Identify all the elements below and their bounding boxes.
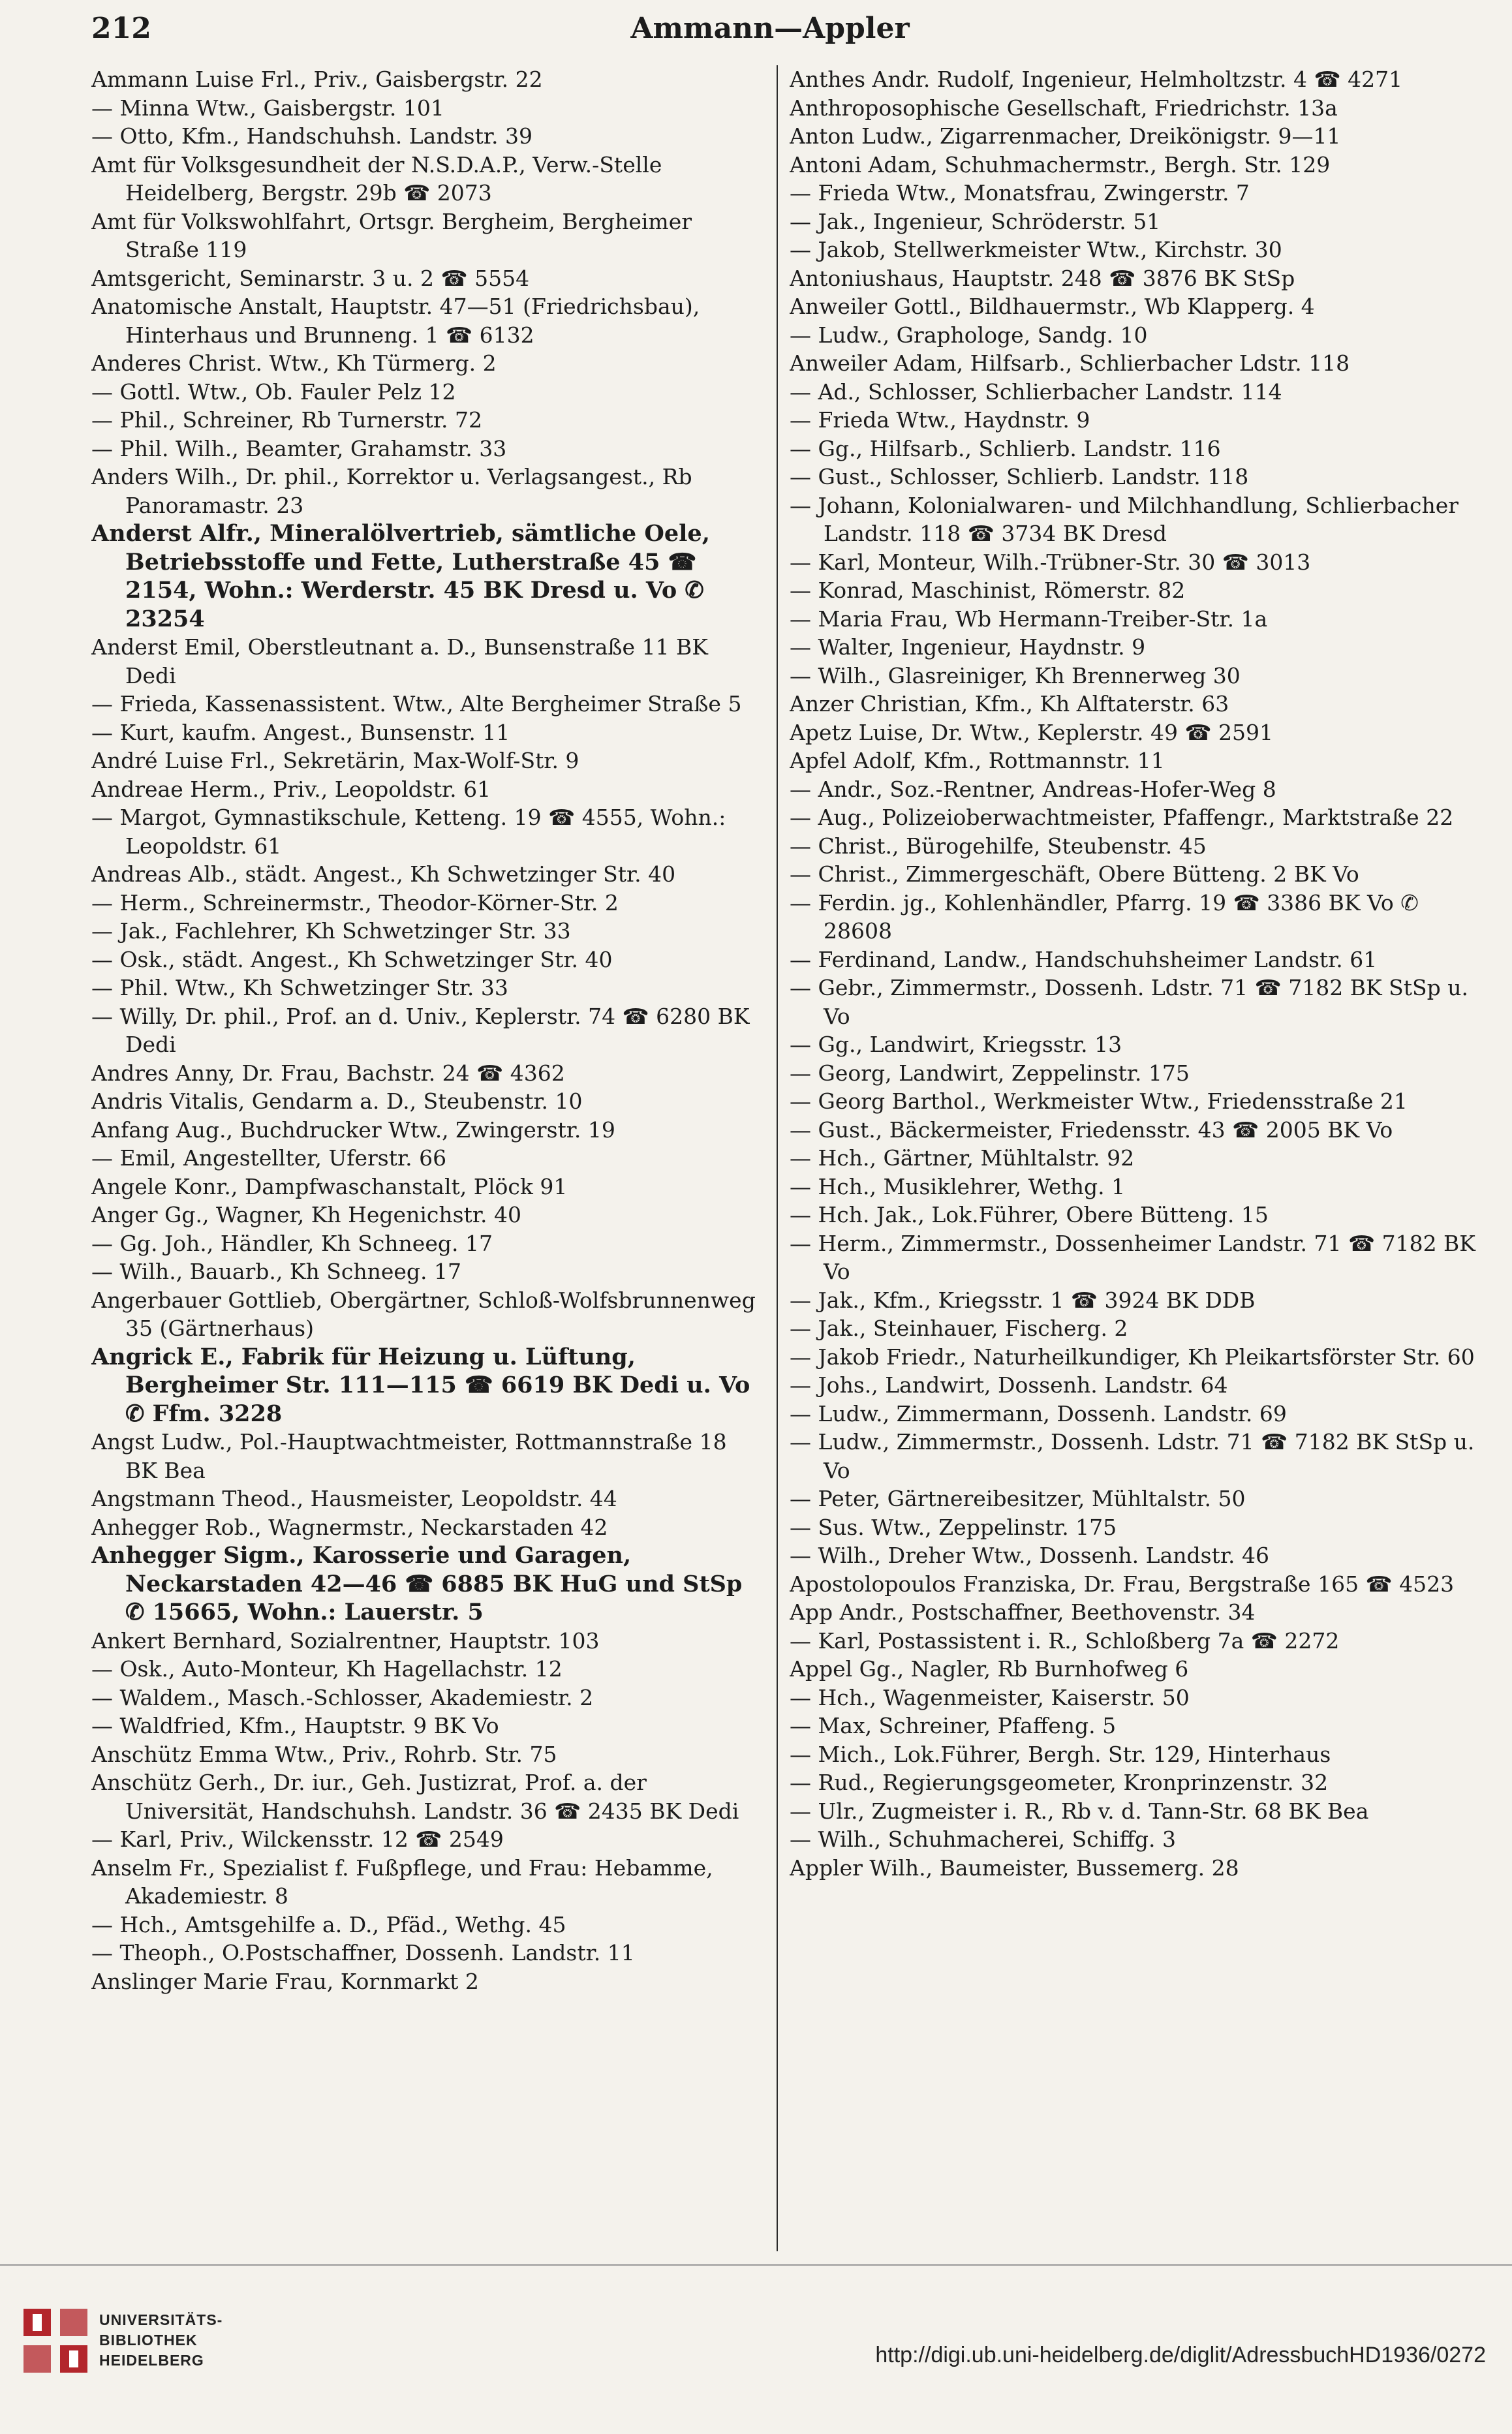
directory-entry: — Aug., Polizeioberwachtmeister, Pfaffengr., Marktstraße 22 — [790, 805, 1454, 830]
directory-entry: Amt für Volkswohlfahrt, Ortsgr. Bergheim, Bergheimer Straße 119 — [91, 208, 692, 262]
directory-entry: Anthes Andr. Rudolf, Ingenieur, Helmholtzstr. 4 ☎ 4271 — [790, 67, 1403, 92]
directory-entry: Appel Gg., Nagler, Rb Burnhofweg 6 — [790, 1656, 1189, 1682]
directory-entry: — Frieda Wtw., Monatsfrau, Zwingerstr. 7 — [790, 180, 1250, 206]
running-head: Ammann—Appler — [630, 12, 910, 45]
directory-entry: Anweiler Adam, Hilfsarb., Schlierbacher Ldstr. 118 — [790, 350, 1350, 376]
directory-entry: Anschütz Gerh., Dr. iur., Geh. Justizrat, Prof. a. der Universität, Handschuhsh. Landstr. 36 ☎ 2435 BK Dedi — [91, 1770, 739, 1824]
directory-entry: — Konrad, Maschinist, Römerstr. 82 — [790, 578, 1186, 603]
directory-entry: — Herm., Schreinermstr., Theodor-Körner-Str. 2 — [91, 889, 619, 916]
library-name — [99, 2310, 223, 2371]
directory-entry: Anthroposophische Gesellschaft, Friedrichstr. 13a — [790, 95, 1338, 121]
directory-entry: Anatomische Anstalt, Hauptstr. 47—51 (Friedrichsbau), Hinterhaus und Brunneng. 1 ☎ 6132 — [91, 294, 700, 348]
directory-entry: Anger Gg., Wagner, Kh Hegenichstr. 40 — [91, 1202, 521, 1227]
page-header — [91, 12, 1449, 57]
directory-entry: — Georg Barthol., Werkmeister Wtw., Friedensstraße 21 — [790, 1088, 1408, 1114]
directory-entry: Andres Anny, Dr. Frau, Bachstr. 24 ☎ 4362 — [91, 1060, 565, 1086]
directory-entry: Apetz Luise, Dr. Wtw., Keplerstr. 49 ☎ 2591 — [790, 719, 1274, 745]
directory-entry: — Frieda Wtw., Haydnstr. 9 — [790, 407, 1090, 433]
directory-entry: — Karl, Monteur, Wilh.-Trübner-Str. 30 ☎ 3013 — [790, 549, 1311, 575]
directory-entry: — Wilh., Glasreiniger, Kh Brennerweg 30 — [790, 662, 1241, 688]
directory-entry: — Phil., Schreiner, Rb Turnerstr. 72 — [91, 407, 483, 433]
directory-entry: — Minna Wtw., Gaisbergstr. 101 — [91, 95, 444, 121]
directory-entry: — Kurt, kaufm. Angest., Bunsenstr. 11 — [91, 719, 510, 745]
directory-entry: — Gebr., Zimmermstr., Dossenh. Ldstr. 71 ☎ 7182 BK StSp u. Vo — [790, 975, 1468, 1029]
directory-entry: — Ferdin. jg., Kohlenhändler, Pfarrg. 19 ☎ 3386 BK Vo ✆ 28608 — [790, 889, 1419, 944]
directory-entry: Angrick E., Fabrik für Heizung u. Lüftung, Bergheimer Str. 111—115 ☎ 6619 BK Dedi u. Vo ✆ Ffm. 3228 — [91, 1343, 750, 1427]
directory-entry: — Wilh., Schuhmacherei, Schiffg. 3 — [790, 1826, 1177, 1852]
directory-entry: Anfang Aug., Buchdrucker Wtw., Zwingerstr. 19 — [91, 1117, 615, 1143]
directory-columns — [91, 65, 1494, 2251]
directory-entry: Antoniushaus, Hauptstr. 248 ☎ 3876 BK StSp — [790, 265, 1295, 291]
directory-entry: — Wilh., Bauarb., Kh Schneeg. 17 — [91, 1259, 462, 1284]
directory-entry: — Jak., Ingenieur, Schröderstr. 51 — [790, 208, 1161, 234]
directory-entry: — Andr., Soz.-Rentner, Andreas-Hofer-Weg 8 — [790, 776, 1276, 802]
directory-entry: — Gg., Landwirt, Kriegsstr. 13 — [790, 1032, 1122, 1057]
directory-entry: — Ludw., Zimmermann, Dossenh. Landstr. 69 — [790, 1400, 1287, 1426]
directory-entry: — Jak., Steinhauer, Fischerg. 2 — [790, 1316, 1128, 1341]
directory-entry: Angstmann Theod., Hausmeister, Leopoldstr. 44 — [91, 1486, 617, 1511]
column-divider — [777, 65, 778, 2251]
directory-entry: — Ulr., Zugmeister i. R., Rb v. d. Tann-Str. 68 BK Bea — [790, 1798, 1369, 1824]
directory-entry: Amtsgericht, Seminarstr. 3 u. 2 ☎ 5554 — [91, 265, 530, 291]
directory-entry: — Jak., Fachlehrer, Kh Schwetzinger Str. 33 — [91, 918, 571, 944]
directory-entry: — Ad., Schlosser, Schlierbacher Landstr. 114 — [790, 378, 1282, 405]
directory-entry: — Frieda, Kassenassistent. Wtw., Alte Bergheimer Straße 5 — [91, 691, 742, 716]
directory-entry: App Andr., Postschaffner, Beethovenstr. 34 — [790, 1599, 1256, 1625]
directory-entry: — Jakob Friedr., Naturheilkundiger, Kh Pleikartsförster Str. 60 — [790, 1344, 1475, 1370]
directory-entry: — Hch., Wagenmeister, Kaiserstr. 50 — [790, 1684, 1190, 1710]
directory-entry: — Johs., Landwirt, Dossenh. Landstr. 64 — [790, 1372, 1228, 1398]
page-number: 212 — [91, 12, 151, 45]
directory-entry: Anslinger Marie Frau, Kornmarkt 2 — [91, 1968, 479, 1994]
directory-entry: — Osk., Auto-Monteur, Kh Hagellachstr. 12 — [91, 1656, 563, 1682]
directory-entry: Angerbauer Gottlieb, Obergärtner, Schloß-Wolfsbrunnenweg 35 (Gärtnerhaus) — [91, 1287, 756, 1341]
left-column — [91, 65, 764, 2251]
footer-rule — [0, 2264, 1512, 2266]
directory-entry: — Gg. Joh., Händler, Kh Schneeg. 17 — [91, 1230, 493, 1256]
directory-entry: — Jak., Kfm., Kriegsstr. 1 ☎ 3924 BK DDB — [790, 1287, 1256, 1313]
directory-entry: — Johann, Kolonialwaren- und Milchhandlung, Schlierbacher Landstr. 118 ☎ 3734 BK Dresd — [790, 492, 1459, 546]
directory-entry: — Karl, Priv., Wilckensstr. 12 ☎ 2549 — [91, 1826, 504, 1852]
directory-entry: Anschütz Emma Wtw., Priv., Rohrb. Str. 75 — [91, 1741, 557, 1767]
directory-entry: — Phil. Wtw., Kh Schwetzinger Str. 33 — [91, 975, 508, 1000]
directory-entry: — Gottl. Wtw., Ob. Fauler Pelz 12 — [91, 378, 456, 405]
directory-entry: Anders Wilh., Dr. phil., Korrektor u. Verlagsangest., Rb Panoramastr. 23 — [91, 464, 692, 518]
directory-entry: — Osk., städt. Angest., Kh Schwetzinger Str. 40 — [91, 946, 613, 972]
directory-entry: — Maria Frau, Wb Hermann-Treiber-Str. 1a — [790, 606, 1268, 632]
directory-entry: Anweiler Gottl., Bildhauermstr., Wb Klapperg. 4 — [790, 294, 1315, 319]
directory-entry: — Waldfried, Kfm., Hauptstr. 9 BK Vo — [91, 1713, 499, 1738]
source-url[interactable]: http://digi.ub.uni-heidelberg.de/diglit/AdressbuchHD1936/0272 — [875, 2343, 1486, 2367]
directory-entry: Anderes Christ. Wtw., Kh Türmerg. 2 — [91, 350, 497, 376]
directory-entry: — Walter, Ingenieur, Haydnstr. 9 — [790, 634, 1146, 660]
directory-entry: — Phil. Wilh., Beamter, Grahamstr. 33 — [91, 435, 507, 461]
directory-entry: — Gust., Schlosser, Schlierb. Landstr. 118 — [790, 464, 1249, 489]
directory-entry: Antoni Adam, Schuhmachermstr., Bergh. Str. 129 — [790, 151, 1331, 177]
directory-entry: — Hch. Jak., Lok.Führer, Obere Bütteng. 15 — [790, 1202, 1269, 1227]
directory-entry: — Gust., Bäckermeister, Friedensstr. 43 ☎ 2005 BK Vo — [790, 1117, 1393, 1143]
directory-entry: Apfel Adolf, Kfm., Rottmannstr. 11 — [790, 748, 1165, 773]
directory-entry: — Mich., Lok.Führer, Bergh. Str. 129, Hinterhaus — [790, 1741, 1331, 1767]
directory-entry: — Christ., Bürogehilfe, Steubenstr. 45 — [790, 833, 1207, 859]
directory-entry: Ammann Luise Frl., Priv., Gaisbergstr. 22 — [91, 67, 543, 92]
directory-entry: — Ludw., Zimmermstr., Dossenh. Ldstr. 71 ☎ 7182 BK StSp u. Vo — [790, 1429, 1475, 1483]
library-name-line-3: HEIDELBERG — [99, 2352, 204, 2369]
directory-entry: — Hch., Gärtner, Mühltalstr. 92 — [790, 1145, 1135, 1171]
directory-entry: Anderst Emil, Oberstleutnant a. D., Bunsenstraße 11 BK Dedi — [91, 634, 708, 688]
directory-entry: — Wilh., Dreher Wtw., Dossenh. Landstr. 46 — [790, 1543, 1269, 1568]
directory-entry: Angst Ludw., Pol.-Hauptwachtmeister, Rottmannstraße 18 BK Bea — [91, 1429, 727, 1483]
library-name-line-1: UNIVERSITÄTS- — [99, 2311, 223, 2328]
directory-entry: — Otto, Kfm., Handschuhsh. Landstr. 39 — [91, 123, 533, 149]
directory-entry: — Rud., Regierungsgeometer, Kronprinzenstr. 32 — [790, 1770, 1329, 1795]
directory-entry: — Theoph., O.Postschaffner, Dossenh. Landstr. 11 — [91, 1940, 635, 1965]
directory-entry: Amt für Volksgesundheit der N.S.D.A.P., Verw.-Stelle Heidelberg, Bergstr. 29b ☎ 2073 — [91, 151, 662, 206]
directory-entry: — Hch., Musiklehrer, Wethg. 1 — [790, 1173, 1126, 1199]
directory-entry: Andreae Herm., Priv., Leopoldstr. 61 — [91, 776, 491, 802]
directory-entry: Anderst Alfr., Mineralölvertrieb, sämtliche Oele, Betriebsstoffe und Fette, Lutherstraße 45 ☎ 2154, Wohn.: Werderstr. 45 BK Dresd u. Vo ✆ 23254 — [91, 520, 710, 632]
library-name-line-2: BIBLIOTHEK — [99, 2332, 198, 2349]
directory-entry: — Ludw., Graphologe, Sandg. 10 — [790, 322, 1148, 348]
directory-entry: Appler Wilh., Baumeister, Bussemerg. 28 — [790, 1855, 1239, 1881]
directory-entry: — Georg, Landwirt, Zeppelinstr. 175 — [790, 1060, 1190, 1086]
directory-entry: — Hch., Amtsgehilfe a. D., Pfäd., Wethg. 45 — [91, 1911, 566, 1937]
library-seal-icon — [20, 2305, 91, 2377]
directory-entry: — Sus. Wtw., Zeppelinstr. 175 — [790, 1514, 1117, 1540]
directory-entry: — Emil, Angestellter, Uferstr. 66 — [91, 1145, 447, 1171]
directory-entry: Andreas Alb., städt. Angest., Kh Schwetzinger Str. 40 — [91, 861, 676, 887]
directory-entry: Anselm Fr., Spezialist f. Fußpflege, und Frau: Hebamme, Akademiestr. 8 — [91, 1855, 713, 1909]
footer — [0, 2264, 1512, 2434]
directory-entry: Anhegger Rob., Wagnermstr., Neckarstaden 42 — [91, 1514, 608, 1540]
directory-entry: Andris Vitalis, Gendarm a. D., Steubenstr. 10 — [91, 1088, 583, 1114]
directory-entry: Anhegger Sigm., Karosserie und Garagen, Neckarstaden 42—46 ☎ 6885 BK HuG und StSp ✆ 15665, Wohn.: Lauerstr. 5 — [91, 1542, 743, 1625]
directory-entry: — Christ., Zimmergeschäft, Obere Bütteng. 2 BK Vo — [790, 861, 1359, 887]
directory-entry: — Karl, Postassistent i. R., Schloßberg 7a ☎ 2272 — [790, 1627, 1340, 1654]
right-column — [790, 65, 1488, 2251]
directory-entry: — Peter, Gärtnereibesitzer, Mühltalstr. 50 — [790, 1486, 1246, 1511]
directory-entry: — Waldem., Masch.-Schlosser, Akademiestr. 2 — [91, 1684, 594, 1710]
directory-entry: Angele Konr., Dampfwaschanstalt, Plöck 91 — [91, 1173, 568, 1199]
directory-entry: Ankert Bernhard, Sozialrentner, Hauptstr. 103 — [91, 1627, 600, 1654]
directory-entry: — Gg., Hilfsarb., Schlierb. Landstr. 116 — [790, 435, 1221, 461]
directory-entry: Anzer Christian, Kfm., Kh Alftaterstr. 63 — [790, 691, 1229, 716]
directory-entry: Apostolopoulos Franziska, Dr. Frau, Bergstraße 165 ☎ 4523 — [790, 1571, 1455, 1597]
directory-entry: — Ferdinand, Landw., Handschuhsheimer Landstr. 61 — [790, 946, 1378, 972]
directory-entry: — Willy, Dr. phil., Prof. an d. Univ., Keplerstr. 74 ☎ 6280 BK Dedi — [91, 1003, 750, 1057]
directory-entry: — Max, Schreiner, Pfaffeng. 5 — [790, 1713, 1117, 1738]
directory-entry: — Herm., Zimmermstr., Dossenheimer Landstr. 71 ☎ 7182 BK Vo — [790, 1230, 1475, 1284]
directory-entry: André Luise Frl., Sekretärin, Max-Wolf-Str. 9 — [91, 748, 579, 773]
directory-entry: Anton Ludw., Zigarrenmacher, Dreikönigstr. 9—11 — [790, 123, 1341, 149]
directory-entry: — Margot, Gymnastikschule, Ketteng. 19 ☎ 4555, Wohn.: Leopoldstr. 61 — [91, 805, 726, 859]
library-logo[interactable] — [20, 2290, 241, 2395]
directory-entry: — Jakob, Stellwerkmeister Wtw., Kirchstr. 30 — [790, 237, 1282, 262]
